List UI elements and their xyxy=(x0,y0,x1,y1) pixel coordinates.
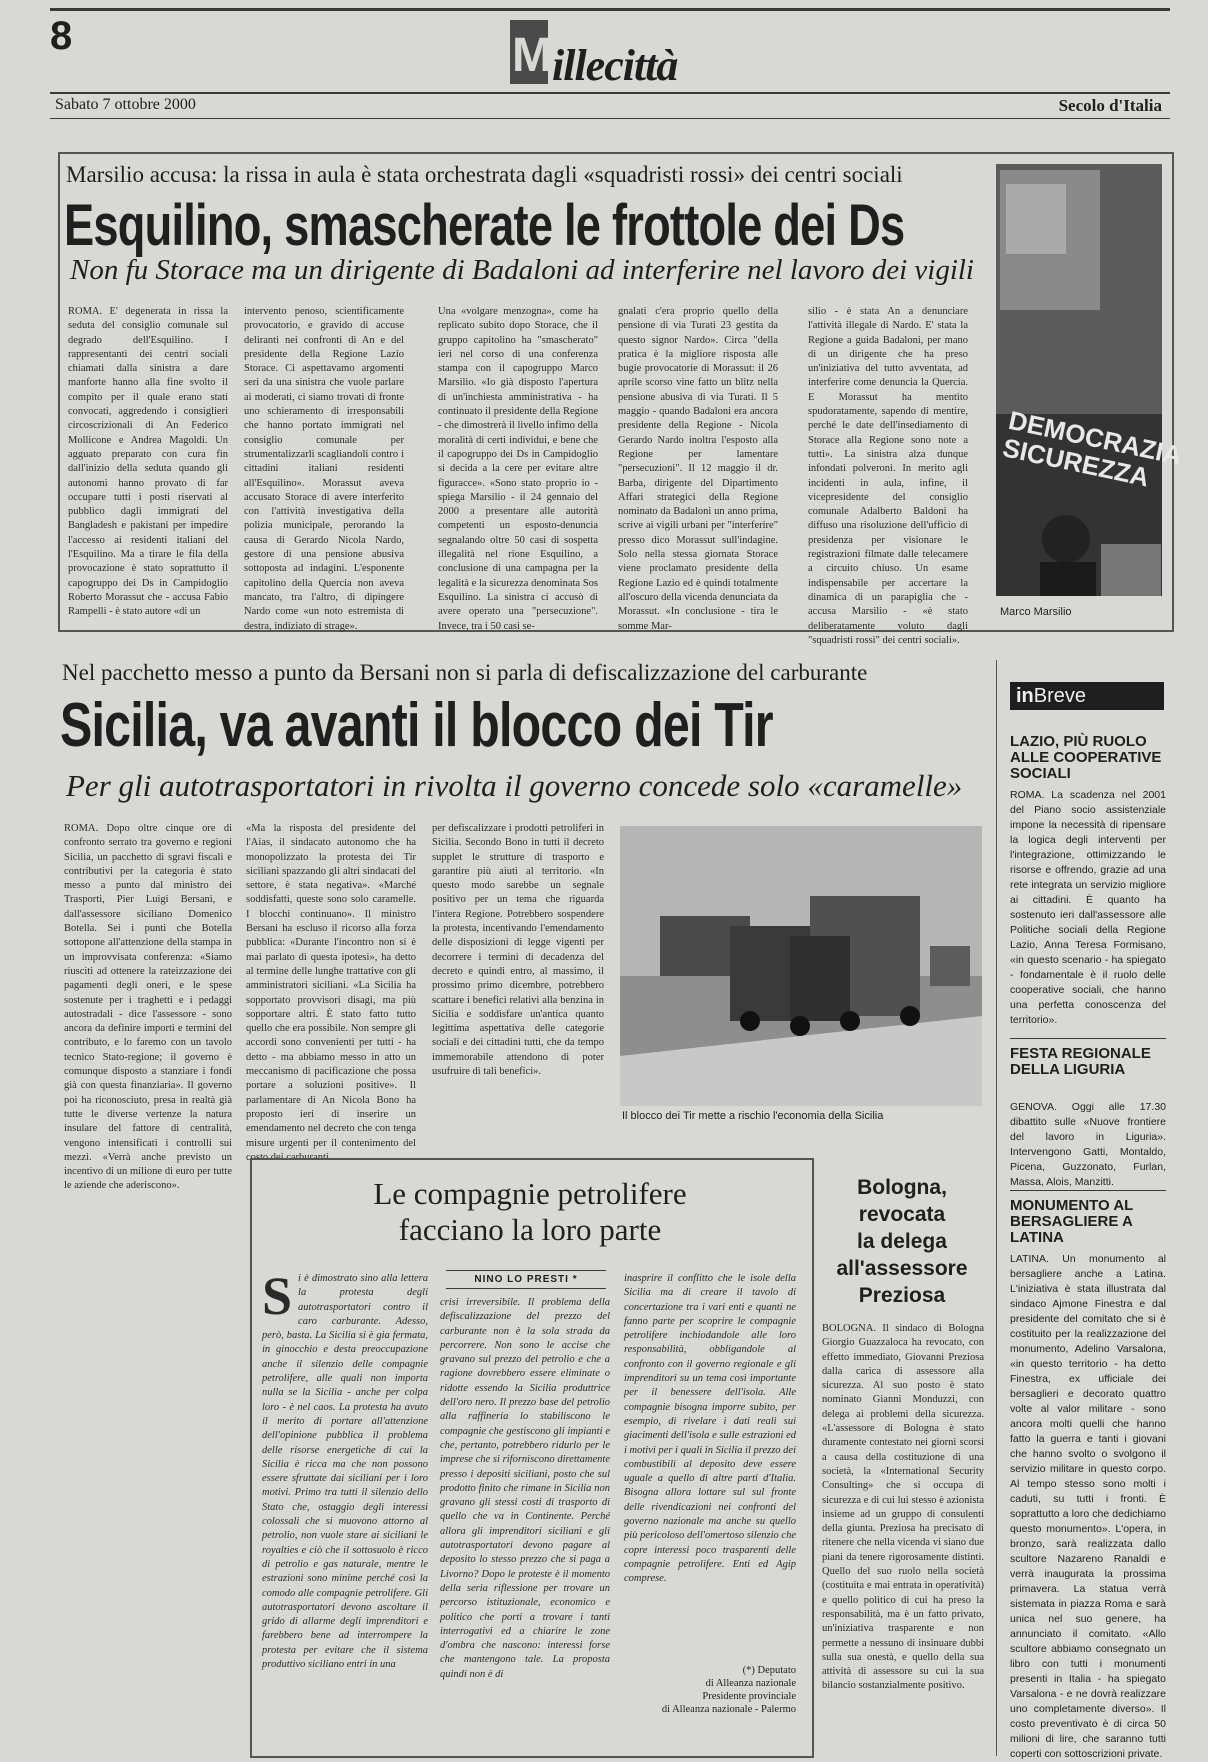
marsilio-photo xyxy=(996,164,1184,596)
opinion-dropcap: S xyxy=(262,1266,293,1326)
bologna-text: BOLOGNA. Il sindaco di Bologna Giorgio Guazzaloca ha revocato, con effetto immediato, Giovanni Preziosa dalla carica di assessore alla sicurezza. Al suo posto è stato nominato Gianni Monduzzi, con delega ai problemi della sicurezza. «L'assessore di Bologna è stato duramente contestato nei giorni scorsi a causa della costituzione di una società, la «International Security Consulting» che si occupa di sicurezza e di cui lui stesso è azionista insieme ad un gruppo di consulenti della giunta. Preziosa ha precisato di ritenere che nella vicenda vi siano due piani da tenere rigorosamente distinti. Quello del suo ruolo nella società (costituita e mai entrata in operatività) e quello politico di cui ha preso la responsabilità, ma è un fatto privato, un'iniziativa trasparente e non permette a nessuno di insinuare dubbi sulla sua onestà, e quello della sua attività di assessore su cui la sua bilancio sostanzialmente positivo. xyxy=(822,1323,984,1692)
opinion-byline: NINO LO PRESTI * xyxy=(474,1274,578,1285)
section-initial-block xyxy=(510,20,552,84)
article1-column-3: Una «volgare menzogna», come ha replicato subito dopo Storace, che il gruppo capitolino ha "smascherato" ieri nel corso di una conferenza stampa con il capogruppo Marco Marsilio. «Io già disposto l'apertura di un'inchiesta amministrativa - ha continuato il presidente della Regione - che dimostrerà il livello infimo della moralità di certi individui, e bene che il capogruppo dei Ds in Campidoglio si decida a la cere per evitare altre figuracce». «Sono stato proprio io - spiega Marsilio - il 24 gennaio del 2000 a presentare alle autorità competenti un esposto-denuncia segnalando oltre 50 casi di sospetta illegalità nel rione Esquilino, a conclusione di una campagna per la legalità e la sicurezza denominata Sos Esquilino. La sinistra ci accusò di avere operato una "persecuzione". Invece, tra i 50 casi se- xyxy=(438,306,598,632)
breve-divider-2 xyxy=(1010,1190,1166,1191)
opinion-headline xyxy=(252,1176,808,1248)
article2-column-2: «Ma la risposta del presidente del l'Aias, il sindacato autonomo che ha monopolizzato la protesta dei Tir siciliani spazzando gli altri sindacati del settore, è stata negativa». «Marché soddisfatti, queste sono solo caramelle. I blocchi continuano». Il ministro Bersani ha escluso il ricorso alla forza pubblica: «Durante l'incontro non si è mai parlato di questa ipotesi», ha detto al termine delle lunghe trattative con gli amministratori siciliani. «La Sicilia ha sopportato provvisori disagi, ma più sopportare altri. È stato fatto tutto quello che era possibile. Non sempre gli accordi sono convenienti per tutti - ha detto - ma abbiamo messo in atto un meccanismo di pacificazione che possa portare a soluzioni positive». Il parlamentare di An Nicola Bono ha proposto ieri di inserire un emendamento nel decreto che con tenga misure urgenti per il contenimento del costo dei carburanti xyxy=(246,823,416,1163)
article2-column-1: ROMA. Dopo oltre cinque ore di confronto serrato tra governo e regioni Sicilia, un pacchetto di sgravi fiscali e contributivi per la categoria è stato messo a punto dal ministro dei Trasporti, Pier Luigi Bersani, e dall'assessore siciliano Domenico Botella. Sei i punti che Botella sottopone all'attenzione della stampa in un improvvisata conferenza: «Siamo riusciti ad ottenere la rateizzazione dei pagamenti degli oneri, e le spese sostenute per i traghetti e i pedaggi autostradali - dice l'assessore - sono ancora da definire importi e termini del contributo, e lo faremo con un tavolo tecnico Stato-regione; il governo è comunque disposto a stanziare i fondi già con questa finanziaria». Il governo poi ha riconosciuto, presa in realtà già tutte le diverse vertenze la natura insulare del fattore di centralità, vengono intensificati i controlli sui mezzi. «Verrà anche previsto un incentivo di un milione di euro per tutte le aziende che aderiscono». xyxy=(64,823,232,1192)
trucks-photo-image xyxy=(620,826,982,1106)
marsilio-photo-image xyxy=(996,164,1162,596)
dateline-rule xyxy=(50,118,1170,119)
top-rule xyxy=(50,8,1170,11)
photo-sign-text: DEMOCRAZIA SICUREZZA xyxy=(1000,404,1184,493)
article1-column-4: gnalati c'era proprio quello della pensione di via Turati 23 gestita da questo signor Nardo». Circa "della pratica è la migliore risposta alle bugie provocatorie di Morassut: il 26 aprile scorso vine fatto un blitz nella pensione abusiva di via Turati. Il 5 maggio - quando Badaloni era ancora presidente della Regione - Nicola Gerardo Nardo inoltra l'esposto alla Regione per lamentare "persecuzioni". Il 12 maggio il dr. Barba, dirigente del Dipartimento Affari strategici della Regione nominato da Badaloni un anno prima, scrive ai vigili urbani per "interferire" presso dico Morassut sull'indagine. Solo nella stessa giornata Storace viene proclamato presidente della Regione Lazio ed è quindi totalmente all'oscuro della vicenda denunciata da Morassut. «In conclusione - tira le somme Mar- xyxy=(618,306,778,632)
breve-text-2: GENOVA. Oggi alle 17.30 dibattito sulle «Nuove frontiere del lavoro in Liguria». Intervengono Gatti, Montaldo, Picena, Guzzonato, Furlan, Massa, Alois, Manzitti. xyxy=(1010,1101,1166,1188)
opinion-column-1: Si è dimostrato sino alla lettera la protesta degli autotrasportatori contro il caro carburante. Adesso, però, basta. La Sicilia si è gia fermata, in ginocchio e desta preoccupazione anche il silenzio delle compagnie petrolifere, alle quali non importa nulla se la Sicilia - anche per colpa loro - è nel caos. La protesta ha avuto il merito di portare all'attenzione dell'opinione pubblica il problema delle risorse energetiche di cui la Sicilia è ricca ma che non possono essere sfruttate dai siciliani per i loro motivi. Primo tra tutti il silenzio dello Stato che, ostaggio degli interessi colossali che si muovono attorno al petrolio, non vuole stare ai siciliani le royalties e ciò che il sottosuolo è ricco di petrolio e gas naturale, mentre le estrazioni sono minime perché così la comodo alle compagnie petrolifere. Gli autotrasportatori devono ascoltare il grido di allarme degli imprenditori e farebbero bene ad interrompere la protesta per evitare che il sistema produttivo siciliano entri in una xyxy=(262,1266,428,1671)
breve-text-1: ROMA. La scadenza nel 2001 del Piano socio assistenziale impone la necessità di ripensare la logica degli interventi per l'integrazione, ottimizzando le risorse e offrendo, grazie ad una rete integrata un servizio migliore ai cittadini. È quanto ha sostenuto ieri dall'assessore alle Politiche sociali della Regione Lazio, Anna Teresa Formisano, «in questo scenario - ha spiegato - fondamentale è il ruolo delle cooperative sociali, che hanno una perfetta conoscenza del territorio». xyxy=(1010,789,1166,1026)
article1-deck: Non fu Storace ma un dirigente di Badaloni ad interferire nel lavoro dei vigili xyxy=(70,254,974,286)
in-breve-label: inBreve xyxy=(1010,682,1164,710)
breve-text-3: LATINA. Un monumento al bersagliere anche a Latina. L'iniziativa è stata illustrata dal sindaco Ajmone Finestra e dal presidente del comitato che si è costituito per la realizzazione del monumento, Adelino Varsalona, «in questo territorio - ha detto Finestra, ex ufficiale dei bersaglieri e decorato quattro volte al valor militare - sono ancora molti quelli che hanno fatto la guerra e tanti i giovani che hanno svolto o svolgono il servizio militare in questo corpo. Al tempo stesso sono molti i caduti, su tutti i fronti. È soprattutto a loro che dedichiamo questo monumento». L'opera, in bronzo, sarà realizzata dallo scultore Nazareno Ranaldi e verrà inaugurata la prossima primavera. La statua verrà sistemata in piazza Roma e sarà unica nel suo genere, ha annunciato il comitato. «Allo scultore abbiamo consegnato un libro con tutti i monumenti presenti in Italia - ha spiegato Varsalona - e ne dovrà realizzare uno completamente diverso». Il costo preventivato è di circa 50 milioni di lire, che saranno tutti coperti con sottoscrizioni private. xyxy=(1010,1253,1166,1760)
article2-deck: Per gli autotrasportatori in rivolta il governo concede solo «caramelle» xyxy=(66,768,963,803)
article2-kicker: Nel pacchetto messo a punto da Bersani non si parla di defiscalizzazione del carburante xyxy=(62,660,868,685)
section-initial: M xyxy=(512,29,552,82)
byline-rule-bottom xyxy=(446,1288,606,1289)
page-number: 8 xyxy=(50,14,73,58)
article2-column-3: per defiscalizzare i prodotti petroliferi in Sicilia. Secondo Bono in tutti il decreto supplet le strutture di trasporto e garantire più aiuti al territorio. «In questo modo sarebbe un segnale positivo per un tema che riguarda l'intera Regione. Potrebbero sospendere la protesta, incentivando l'emendamento delle disposizioni di legge vigenti per decorrere i termini di decadenza del decreto e quindi entro, al massimo, il prossimo primo dicembre, potrebbero scattare i benefici relativi alla benzina in Sicilia e soddisfare un'antica quanto legittima aspettativa delle categorie sociali e dei cittadini tutti, che da tempo immemorabile attendono di poter usufruire di tali benefici». xyxy=(432,823,604,1078)
opinion-footnote: (*) Deputato di Alleanza nazionale Presidente provinciale di Alleanza nazionale - Palermo xyxy=(661,1665,796,1715)
article1-column-2: intervento penoso, scientificamente provocatorio, e gravido di accuse deliranti nei confronti di An e del presidente della Regione Lazio Storace. Ci aspettavamo argomenti seri da una sinistra che vuole parlare ai moderati, ci siamo trovati di fronte uno schieramento di irresponsabili che hanno portato immigrati nel consiglio comunale per strumentalizzarli scagliandoli contro i cittadini italiani residenti all'Esquilino». Morassut aveva accusato Storace di avere interferito con l'attività investigativa della polizia municipale, perorando la causa di Gerardo Nicola Nardo, gestore di una pensione abusiva sottoposta ad indagini. L'esponente capitolino della Quercia non aveva mancato, tra l'altro, di dipingere Nardo come «un noto estremista di destra, indiziato di strage». xyxy=(244,306,404,632)
opinion-headline-line2: facciano la loro parte xyxy=(398,1212,662,1247)
breve-divider-1 xyxy=(1010,1038,1166,1039)
trucks-photo-caption: Il blocco dei Tir mette a rischio l'economia della Sicilia xyxy=(622,1110,884,1122)
dateline: Sabato 7 ottobre 2000 xyxy=(55,96,196,113)
article1-column-5: silio - è stata An a denunciare l'attività illegale di Nardo. E' stata la Regione a guida Badaloni, per mano di un dirigente che ha preso un'iniziativa del tutto avventata, ad interferire come denuncia la Quercia. E Morassut ha mentito spudoratamente, sapendo di mentire, perché le date dell'insediamento di Storace alla Regione sono note a tutti». La sinistra alza dunque infondati polveroni. In merito agli incidenti in aula, infine, il vicepresidente del consiglio comunale Adalberto Baldoni ha diffuso una risoluzione dell'ufficio di presidenza per visionare le registrazioni filmate dalle telecamere a circuito chiuso. Un esame indispensabile per accertare la dinamica di un parapiglia che - accusa Marsilio - «è stato deliberatamente voluto dagli "squadristi rossi" dei centri sociali». xyxy=(808,306,968,646)
byline-rule-top xyxy=(446,1270,606,1271)
opinion-headline-line1: Le compagnie petrolifere xyxy=(373,1176,687,1211)
article1-headline: Esquilino, smascherate le frottole dei Ds xyxy=(64,193,905,258)
marsilio-photo-caption: Marco Marsilio xyxy=(1000,606,1072,618)
breve-title-2: FESTA REGIONALE DELLA LIGURIA xyxy=(1010,1045,1151,1078)
opinion-column-2: crisi irreversibile. Il problema della defiscalizzazione del prezzo del carburante non è la sola strada da percorrere. Non sono le accise che gravano sul prezzo del petrolio e che a ragione dovrebbero essere eliminate o ridotte essendo la Sicilia produttrice dell'oro nero. Il prezzo base del petrolio alla raffineria lo stabiliscono le compagnie che gestiscono gli impianti e che, pertanto, potrebbero ridurlo per le imprese che si riforniscono direttamente presso i depositi siciliani, posto che sul prodotto finito che rimane in Sicilia non gravano gli stessi costi di trasporto di quello che va in Continente. Perché allora gli imprenditori siciliani e gli autotrasportatori devono pagare al deposito lo stesso prezzo che si paga a Livorno? Dopo le proteste è il momento della seria riflessione per trovare un percorso istituzionale, economico e politico che porti a trovare i tanti interrogativi ed a chiarire le zone d'ombra che nascono: interessi forse che mantengono tale. La proposta quindi non è di xyxy=(440,1297,610,1680)
bologna-headline: Bologna, revocata la delega all'assessore Preziosa xyxy=(836,1176,968,1307)
breve-title-1: LAZIO, PIÙ RUOLO ALLE COOPERATIVE SOCIALI xyxy=(1010,733,1162,782)
trucks-photo xyxy=(620,826,982,1106)
article1-column-1: ROMA. E' degenerata in rissa la seduta del consiglio comunale sul degrado dell'Esquilino. I rappresentanti dei centri sociali chiamati dalla sinistra a dare manforte hanno alla fine svolto il compito per il quale erano stati convocati, aggredendo i consiglieri circoscrizionali di An Federico Mollicone e Andrea Magoldi. Un agguato preparato con cura fin dall'inizio della seduta quando gli autonomi hanno provato di far occupare tutti i posti riservati al pubblico dagli immigrati del Bangladesh e pakistani per impedire l'accesso ai residenti italiani del l'Esquilino. Ma a tirare le fila della provocazione è stato soprattutto il capogruppo dei Ds in Campidoglio Roberto Morassut che - accusa Fabio Rampelli - è stato autore «di un xyxy=(68,306,228,618)
newspaper-name: Secolo d'Italia xyxy=(1058,96,1162,115)
article1-kicker: Marsilio accusa: la rissa in aula è stata orchestrata dagli «squadristi rossi» dei centri sociali xyxy=(66,162,903,187)
masthead-rule xyxy=(50,92,1170,94)
breve-title-3: MONUMENTO AL BERSAGLIERE A LATINA xyxy=(1010,1197,1134,1246)
article2-headline: Sicilia, va avanti il blocco dei Tir xyxy=(60,691,773,760)
section-title: illecittà xyxy=(552,41,678,90)
opinion-column-3: inasprire il conflitto che le isole della Sicilia ma di creare il tavolo di concertazione tra i vari enti e quanti ne fanno parte per scoprire le compagnie petrolifere inchiodandole alle loro responsabilità, obbligandole al confronto con il governo regionale e gli imprenditori su un tema così importante per il benessere dell'isola. Alle compagnie bisogna imporre subito, per esempio, di rivelare i dati reali sui giacimenti dell'isola e sulle estrazioni ed i motivi per i quali in Sicilia il prezzo dei combustibili al deposito deve essere uguale a quello di altre parti d'Italia. Bisogna allora lottare sul sul fronte delle rivendicazioni nei confronti del governo nazionale ma anche su quello più pericoloso dell'omertoso silenzio che copre interessi poco trasparenti delle compagnie petrolifere. Enti ed Agip comprese. xyxy=(624,1273,796,1585)
